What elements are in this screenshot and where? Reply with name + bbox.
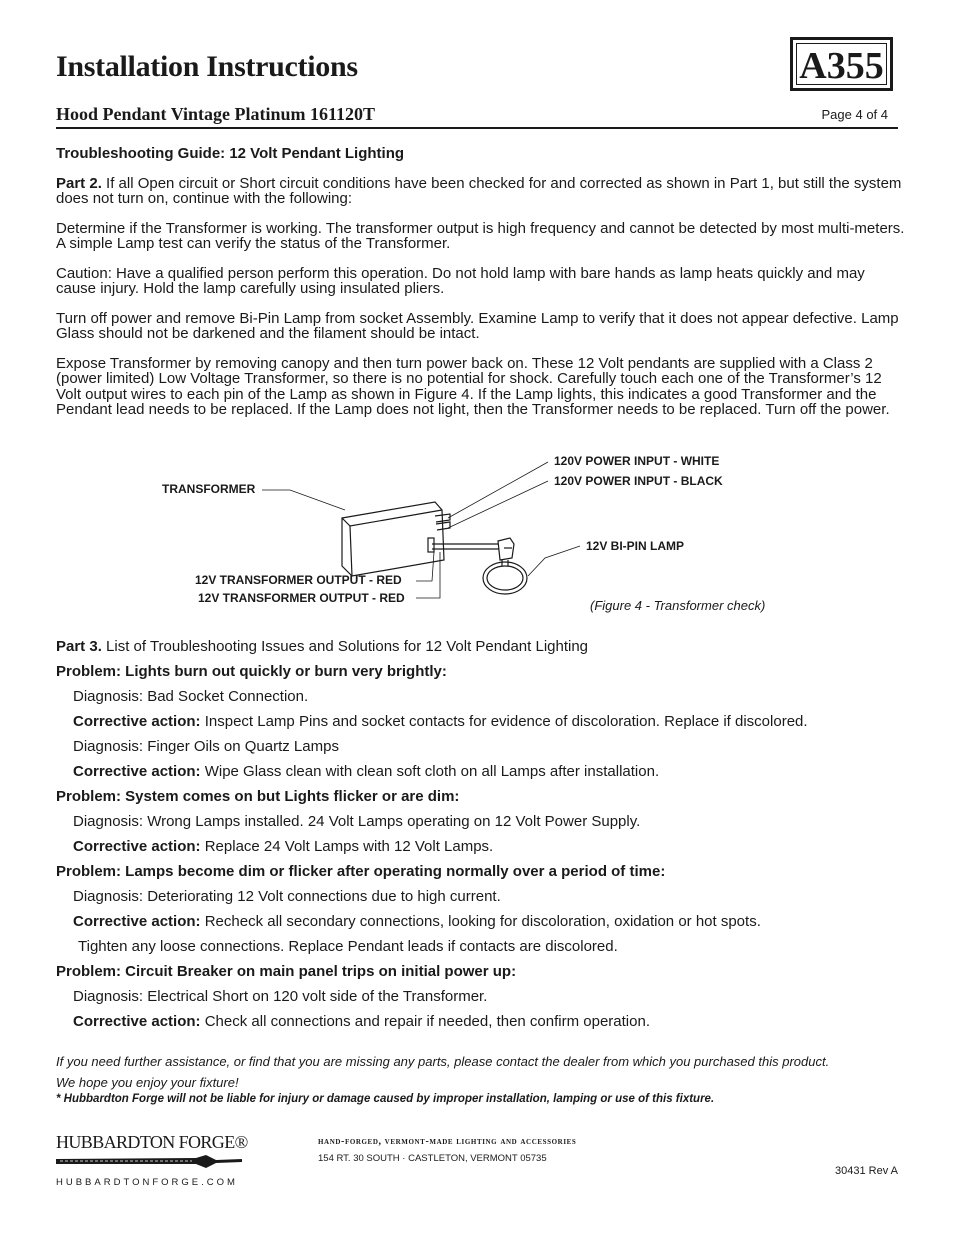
company-tagline: hand-forged, vermont-made lighting and accessories [318,1136,577,1147]
part3-intro [56,634,916,659]
label-output-red-2: 12V TRANSFORMER OUTPUT - RED [198,591,405,605]
brand-logo-text: HUBBARDTON FORGE® [56,1132,248,1152]
caution-paragraph: Caution: Have a qualified person perform this operation. Do not hold lamp with bare hands as lamp heats quickly and may cause injury. Hold the lamp carefully using insulated pliers. [56,264,865,297]
corrective-1a-text: Inspect Lamp Pins and socket contacts for evidence of discoloration. Replace if discolored. [204,713,808,730]
corrective-1b [56,759,916,784]
label-input-white: 120V POWER INPUT - WHITE [554,454,720,468]
transformer-check-figure [150,448,800,623]
problem-4-text: Problem: Circuit Breaker on main panel trips on initial power up: [56,963,517,980]
label-transformer: TRANSFORMER [162,482,256,496]
corrective-2a [56,834,916,859]
problem-1-text: Problem: Lights burn out quickly or burn very brightly: [56,663,447,680]
help-text [56,1051,916,1093]
problem-4 [56,959,916,984]
problem-3-text: Problem: Lamps become dim or flicker after operating normally over a period of time: [56,863,666,880]
document-code-box [790,37,893,91]
product-subtitle: Hood Pendant Vintage Platinum 161120T [56,104,376,124]
liability-disclaimer: * Hubbardton Forge will not be liable for injury or damage caused by improper installation, lamping or use of this fixture. [56,1093,715,1105]
part2-label: Part 2. [56,174,102,192]
guide-body [56,146,906,432]
label-input-black: 120V POWER INPUT - BLACK [554,474,723,488]
corrective-1a [56,709,916,734]
page-title: Installation Instructions [56,50,358,83]
part3-text: List of Troubleshooting Issues and Solutions for 12 Volt Pendant Lighting [106,638,589,655]
label-bipin-lamp: 12V BI-PIN LAMP [586,539,685,553]
corrective-label: Corrective action: [73,913,201,930]
guide-heading: Troubleshooting Guide: 12 Volt Pendant Lighting [56,145,405,162]
expose-paragraph: Expose Transformer by removing canopy and then turn power back on. These 12 Volt pendants are supplied with a Class 2 (power limited) Low Voltage Transformer, so there is no potential for shock. Carefully touch each one of the Transformer’s 12 Volt output wires to each pin of the Lamp as shown in Figure 4. If the Lamp lights, this indicates a good Transformer and the Pendant lead needs to be replaced. If the Lamp does not light, then the Transformer needs to be replaced. Turn off the power. [56,354,890,418]
diagnosis-3a: Diagnosis: Deteriorating 12 Volt connections due to high current. [73,888,501,905]
help-line-2: We hope you enjoy your fixture! [56,1075,239,1090]
transformer-paragraph: Determine if the Transformer is working. The transformer output is high frequency and cannot be detected by most multi-meters. A simple Lamp test can verify the status of the Transformer. [56,219,905,252]
diagnosis-1a: Diagnosis: Bad Socket Connection. [73,688,309,705]
figure-caption: (Figure 4 - Transformer check) [590,598,766,613]
corrective-3a-text: Recheck all secondary connections, looking for discoloration, oxidation or hot spots. [204,913,761,930]
problem-1 [56,659,916,684]
corrective-1b-text: Wipe Glass clean with clean soft cloth on all Lamps after installation. [204,763,660,780]
turnoff-paragraph: Turn off power and remove Bi-Pin Lamp from socket Assembly. Examine Lamp to verify that it does not appear defective. Lamp Glass should not be darkened and the filament should be intact. [56,309,899,342]
corrective-label: Corrective action: [73,838,201,855]
corrective-4a [56,1009,916,1034]
corrective-label: Corrective action: [73,713,201,730]
corrective-3a [56,909,916,934]
problem-2-text: Problem: System comes on but Lights flicker or are dim: [56,788,460,805]
page-number: Page 4 of 4 [821,107,888,122]
diagnosis-4a: Diagnosis: Electrical Short on 120 volt side of the Transformer. [73,988,488,1005]
problem-2 [56,784,916,809]
diagnosis-1b: Diagnosis: Finger Oils on Quartz Lamps [73,738,339,755]
corrective-4a-text: Check all connections and repair if needed, then confirm operation. [204,1013,650,1030]
header-rule [56,127,898,129]
help-line-1: If you need further assistance, or find that you are missing any parts, please contact the dealer from which you purchased this product. [56,1054,830,1069]
forged-bar-logo-icon [56,1152,242,1172]
corrective-label: Corrective action: [73,763,201,780]
part2-text: If all Open circuit or Short circuit conditions have been checked for and corrected as shown in Part 1, but still the system does not turn on, continue with the following: [56,174,902,207]
document-code: A355 [796,43,887,85]
problem-3 [56,859,916,884]
corrective-label: Corrective action: [73,1013,201,1030]
company-address: 154 RT. 30 SOUTH · CASTLETON, VERMONT 05735 [318,1153,547,1164]
label-output-red-1: 12V TRANSFORMER OUTPUT - RED [195,573,402,587]
part3-list [56,634,916,1034]
part2-paragraph [56,176,906,207]
document-revision: 30431 Rev A [835,1165,898,1177]
corrective-2a-text: Replace 24 Volt Lamps with 12 Volt Lamps. [204,838,494,855]
part3-label: Part 3. [56,638,102,655]
diagnosis-2a: Diagnosis: Wrong Lamps installed. 24 Volt Lamps operating on 12 Volt Power Supply. [73,813,641,830]
website-url: HUBBARDTONFORGE.COM [56,1177,238,1188]
corrective-3a-cont: Tighten any loose connections. Replace Pendant leads if contacts are discolored. [78,938,618,955]
